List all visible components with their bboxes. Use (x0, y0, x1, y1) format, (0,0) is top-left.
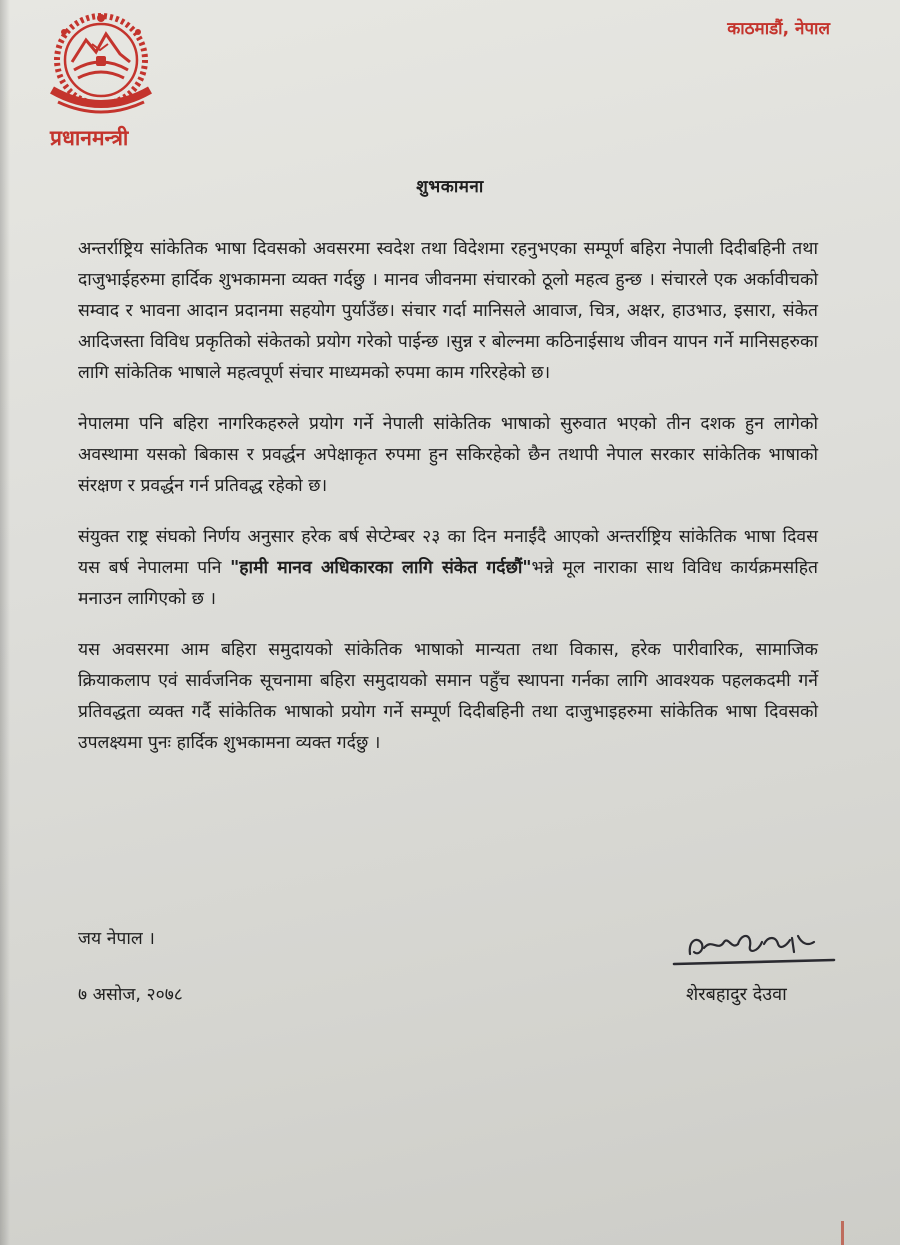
letter-body (78, 234, 818, 779)
paper-ink-mark (841, 1221, 844, 1245)
letter-date: ७ असोज, २०७८ (78, 985, 183, 1005)
signer-name: शेरबहादुर देउवा (686, 984, 787, 1005)
paragraph-3-end: भन्ने मूल नाराका साथ विविध कार्यक्रमसहित मनाउन लागिएको छ । (78, 558, 818, 609)
paragraph-4: यस अवसरमा आम बहिरा समुदायको सांकेतिक भाषाको मान्यता तथा विकास, हरेक पारीवारिक, सामाजिक क्रियाकलाप एवं सार्वजनिक सूचनामा बहिरा समुदायको समान पहुँच स्थापना गर्नका लागि आवश्यक पहलकदमी गर्ने प्रतिवद्धता व्यक्त गर्दै सांकेतिक भाषाको प्रयोग गर्ने सम्पूर्ण दिदीबहिनी तथा दाजुभाइहरुमा सांकेतिक भाषा दिवसको उपलक्ष्यमा पुनः हार्दिक शुभकामना व्यक्त गर्दछु । (78, 640, 818, 753)
closing-salutation: जय नेपाल । (78, 929, 155, 949)
handwritten-signature-icon (668, 922, 840, 974)
letter-title: शुभकामना (416, 177, 484, 197)
paragraph-3-intro: संयुक्त राष्ट्र संघको निर्णय अनुसार हरेक बर्ष सेप्टेम्बर २३ का दिन मनाईंदै आएको अन्तर्राष्ट्रिय सांकेतिक भाषा दिवस यस बर्ष नेपालमा पनि (78, 527, 818, 578)
location-label: काठमाडौं, नेपाल (727, 19, 830, 39)
office-title: प्रधानमन्त्री (50, 126, 129, 150)
paragraph-2: नेपालमा पनि बहिरा नागरिकहरुले प्रयोग गर्ने नेपाली सांकेतिक भाषाको सुरुवात भएको तीन दशक हुन लागेको अवस्थामा यसको बिकास र प्रवर्द्धन अपेक्षाकृत रुपमा हुन सकिरहेको छैन तथापी नेपाल सरकार सांकेतिक भाषाको संरक्षण र प्रवर्द्धन गर्न प्रतिवद्ध रहेको छ। (78, 414, 818, 496)
nepal-government-emblem-icon (44, 10, 158, 114)
paragraph-3 (78, 522, 818, 615)
slogan: "हामी मानव अधिकारका लागि संकेत गर्दछौं" (230, 558, 532, 578)
paragraph-1: अन्तर्राष्ट्रिय सांकेतिक भाषा दिवसको अवसरमा स्वदेश तथा विदेशमा रहनुभएका सम्पूर्ण बहिरा नेपाली दिदीबहिनी तथा दाजुभाईहरुमा हार्दिक शुभकामना व्यक्त गर्दछु । मानव जीवनमा संचारको ठूलो महत्व हुन्छ । संचारले एक अर्कावीचको सम्वाद र भावना आदान प्रदानमा सहयोग पुर्याउँछ। संचार गर्दा मानिसले आवाज, चित्र, अक्षर, हाउभाउ, इसारा, संकेत आदिजस्ता विविध प्रकृतिको संकेतको प्रयोग गरेको पाईन्छ ।सुन्न र बोल्नमा कठिनाईसाथ जीवन यापन गर्ने मानिसहरुका लागि सांकेतिक भाषाले महत्वपूर्ण संचार माध्यमको रुपमा काम गरिरहेको छ। (78, 239, 818, 383)
